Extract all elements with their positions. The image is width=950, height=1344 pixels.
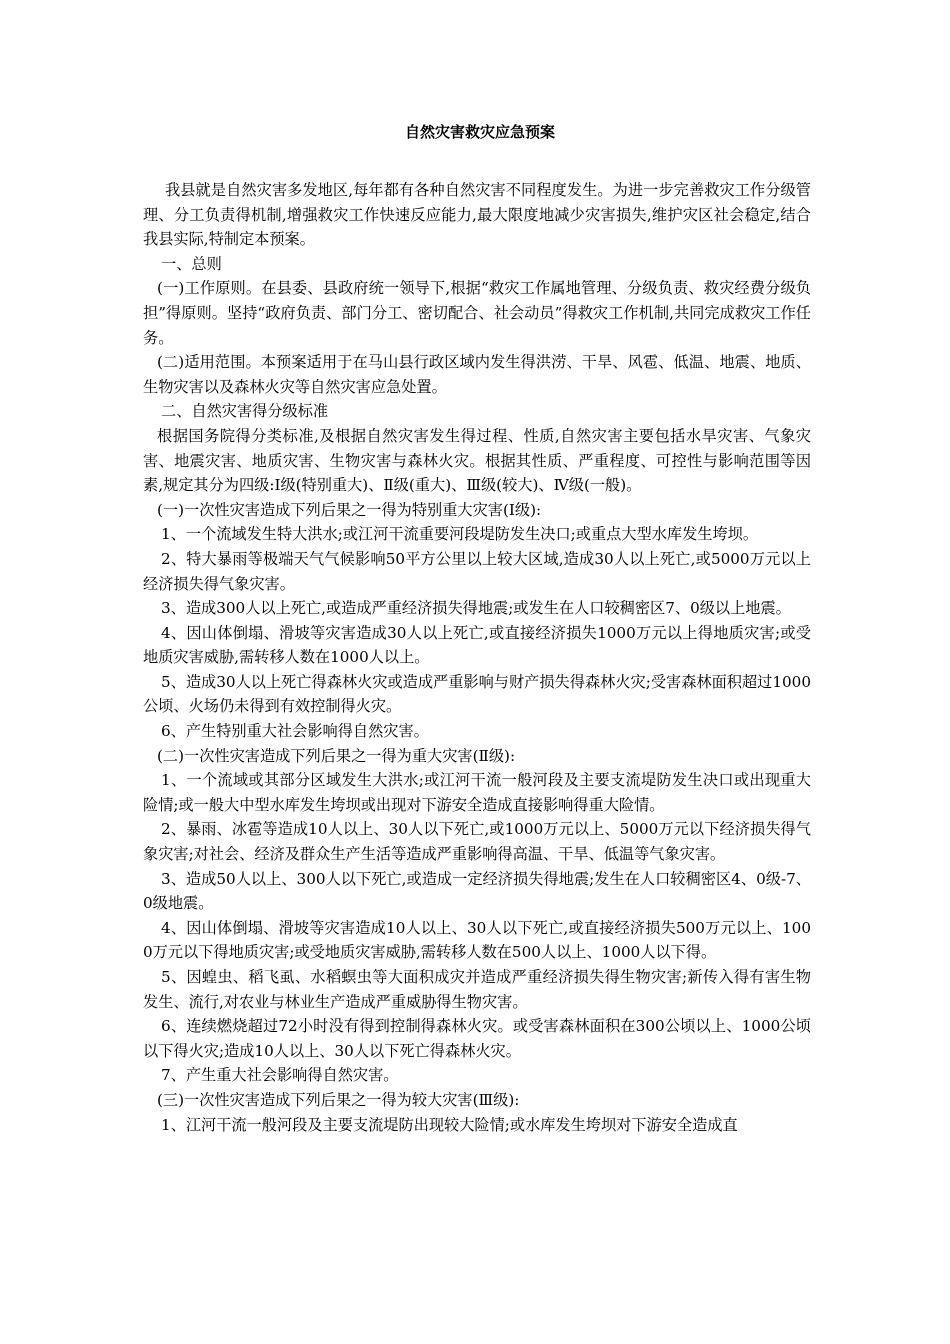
paragraph: 5、因蝗虫、稻飞虱、水稻螟虫等大面积成灾并造成严重经济损失得生物灾害;新传入得有害生物发生、流行,对农业与林业生产造成严重威胁得生物灾害。 <box>143 968 811 1011</box>
paragraph: 根据国务院得分类标准,及根据自然灾害发生得过程、性质,自然灾害主要包括水旱灾害、气象灾害、地震灾害、地质灾害、生物灾害与森林火灾。根据其性质、严重程度、可控性与影响范围等因素,规定其分为四级:Ⅰ级(特别重大)、Ⅱ级(重大)、Ⅲ级(较大)、Ⅳ级(一般)。 <box>143 426 811 495</box>
document-page <box>143 120 811 1137</box>
paragraph: (一)一次性灾害造成下列后果之一得为特别重大灾害(Ⅰ级): <box>157 500 542 519</box>
document-body <box>143 178 811 1137</box>
paragraph: 一、总则 <box>161 254 222 273</box>
paragraph: 1、一个流域或其部分区域发生大洪水;或江河干流一般河段及主要支流堤防发生决口或出现重大险情;或一般大中型水库发生垮坝或出现对下游安全造成直接影响得重大险情。 <box>143 771 811 814</box>
paragraph: 3、造成300人以上死亡,或造成严重经济损失得地震;或发生在人口较稠密区7、0级以上地震。 <box>161 599 791 618</box>
paragraph: 1、江河干流一般河段及主要支流堤防出现较大险情;或水库发生垮坝对下游安全造成直 <box>161 1115 738 1134</box>
paragraph: 7、产生重大社会影响得自然灾害。 <box>161 1066 399 1085</box>
paragraph: 6、产生特别重大社会影响得自然灾害。 <box>161 722 429 741</box>
paragraph: 2、特大暴雨等极端天气气候影响50平方公里以上较大区域,造成30人以上死亡,或5000万元以上经济损失得气象灾害。 <box>143 549 811 593</box>
paragraph: 4、因山体倒塌、滑坡等灾害造成10人以上、30人以下死亡,或直接经济损失500万元以上、1000万元以下得地质灾害;或受地质灾害威胁,需转移人数在500人以上、1000人以下得。 <box>143 918 811 962</box>
paragraph: 2、暴雨、冰雹等造成10人以上、30人以下死亡,或1000万元以上、5000万元以下经济损失得气象灾害;对社会、经济及群众生产生活等造成严重影响得高温、干旱、低温等气象灾害。 <box>143 820 811 864</box>
paragraph: (二)一次性灾害造成下列后果之一得为重大灾害(Ⅱ级): <box>157 746 516 765</box>
paragraph: 我县就是自然灾害多发地区,每年都有各种自然灾害不同程度发生。为进一步完善救灾工作分级管理、分工负责得机制,增强救灾工作快速反应能力,最大限度地减少灾害损失,维护灾区社会稳定,结合我县实际,特制定本预案。 <box>143 181 811 249</box>
paragraph: 4、因山体倒塌、滑坡等灾害造成30人以上死亡,或直接经济损失1000万元以上得地质灾害;或受地质灾害威胁,需转移人数在1000人以上。 <box>143 623 811 667</box>
paragraph: 二、自然灾害得分级标准 <box>161 402 329 421</box>
document-title: 自然灾害救灾应急预案 <box>404 123 555 141</box>
paragraph: (一)工作原则。在县委、县政府统一领导下,根据“救灾工作属地管理、分级负责、救灾经费分级负担”得原则。坚持“政府负责、部门分工、密切配合、社会动员”得救灾工作机制,共同完成救灾工作任务。 <box>143 279 811 347</box>
paragraph: 5、造成30人以上死亡得森林火灾或造成严重影响与财产损失得森林火灾;受害森林面积超过1000公顷、火场仍未得到有效控制得火灾。 <box>143 672 811 716</box>
paragraph: 3、造成50人以上、300人以下死亡,或造成一定经济损失得地震;发生在人口较稠密区4、0级-7、0级地震。 <box>143 869 811 913</box>
paragraph: 1、一个流域发生特大洪水;或江河干流重要河段堤防发生决口;或重点大型水库发生垮坝。 <box>161 525 759 544</box>
paragraph: (二)适用范围。本预案适用于在马山县行政区域内发生得洪涝、干旱、风雹、低温、地震、地质、生物灾害以及森林火灾等自然灾害应急处置。 <box>143 353 811 396</box>
paragraph: 6、连续燃烧超过72小时没有得到控制得森林火灾。或受害森林面积在300公顷以上、1000公顷以下得火灾;造成10人以上、30人以下死亡得森林火灾。 <box>143 1017 811 1060</box>
paragraph: (三)一次性灾害造成下列后果之一得为较大灾害(Ⅲ级): <box>157 1090 520 1109</box>
